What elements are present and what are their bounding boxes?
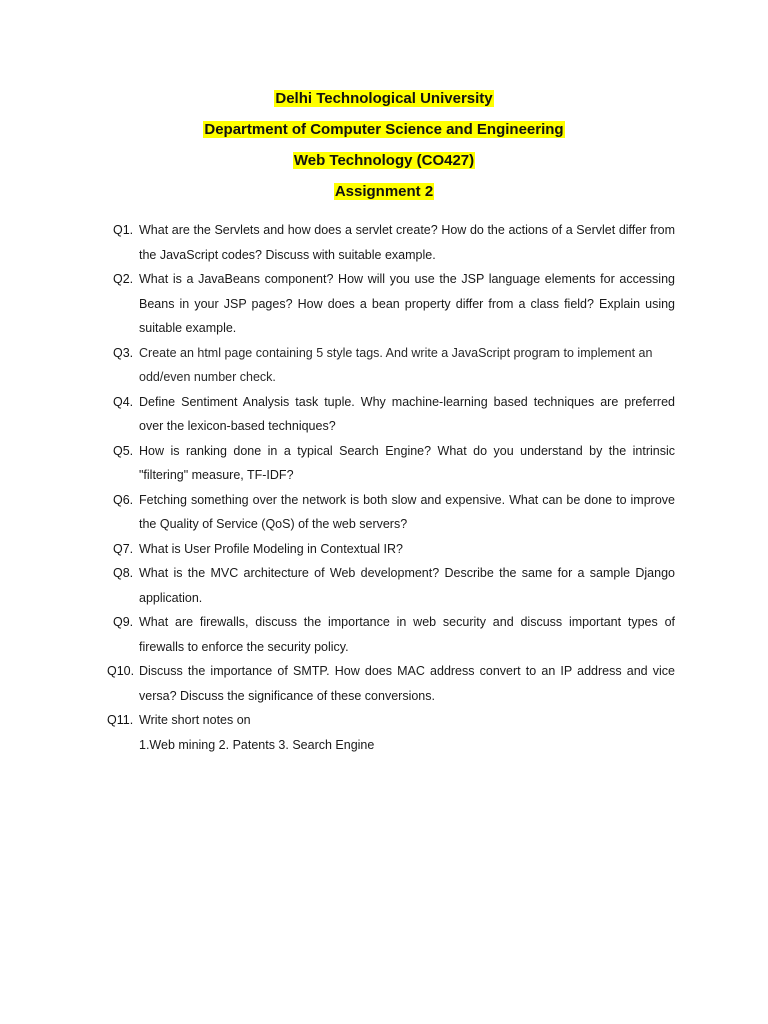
question-item bbox=[100, 659, 675, 708]
question-number: Q11. bbox=[107, 713, 134, 727]
question-subtext: 1.Web mining 2. Patents 3. Search Engine bbox=[139, 737, 375, 752]
document-header bbox=[0, 88, 768, 212]
question-text: How is ranking done in a typical Search Engine? What do you understand by the intrinsic "filtering" measure, TF-IDF? bbox=[139, 443, 675, 482]
question-number: Q4. bbox=[113, 394, 134, 409]
question-item bbox=[100, 267, 675, 341]
question-number: Q7. bbox=[113, 541, 134, 556]
question-text: What is User Profile Modeling in Contextual IR? bbox=[139, 541, 404, 556]
question-item bbox=[100, 488, 675, 537]
question-number: Q8. bbox=[113, 566, 134, 580]
assignment-title: Assignment 2 bbox=[334, 183, 434, 200]
question-item bbox=[100, 439, 675, 488]
question-text: Create an html page containing 5 style tags. And write a JavaScript program to implement an odd/even number check. bbox=[139, 345, 653, 384]
question-text: Discuss the importance of SMTP. How does MAC address convert to an IP address and vice versa? Discuss the significance of these conversions. bbox=[139, 664, 675, 703]
question-text: What are the Servlets and how does a servlet create? How do the actions of a Servlet differ from the JavaScript codes? Discuss with suitable example. bbox=[139, 223, 675, 262]
question-text: Define Sentiment Analysis task tuple. Why machine-learning based techniques are preferred over the lexicon-based techniques? bbox=[139, 394, 675, 433]
question-item bbox=[100, 218, 675, 267]
department-title: Department of Computer Science and Engineering bbox=[204, 121, 564, 138]
question-item bbox=[100, 561, 675, 610]
question-number: Q3. bbox=[113, 345, 134, 360]
question-number: Q1. bbox=[113, 223, 134, 237]
question-text: What are firewalls, discuss the importance in web security and discuss important types of firewalls to enforce the security policy. bbox=[139, 615, 675, 654]
question-number: Q10. bbox=[107, 664, 135, 678]
question-item bbox=[100, 341, 675, 390]
question-number: Q6. bbox=[113, 492, 134, 507]
question-list bbox=[100, 218, 675, 757]
question-number: Q5. bbox=[113, 443, 134, 458]
question-item bbox=[100, 537, 675, 562]
question-text-main: Write short notes on bbox=[139, 713, 251, 727]
question-text: What is a JavaBeans component? How will you use the JSP language elements for accessing Beans in your JSP pages? How does a bean property differ from a class field? Explain using suitable example. bbox=[139, 272, 675, 335]
university-title: Delhi Technological University bbox=[275, 90, 493, 107]
question-item bbox=[100, 610, 675, 659]
question-text bbox=[139, 708, 675, 757]
question-number: Q2. bbox=[113, 272, 134, 286]
question-text: What is the MVC architecture of Web development? Describe the same for a sample Django application. bbox=[139, 566, 675, 605]
course-title: Web Technology (CO427) bbox=[293, 152, 475, 169]
question-text: Fetching something over the network is both slow and expensive. What can be done to improve the Quality of Service (QoS) of the web servers? bbox=[139, 492, 675, 531]
question-item bbox=[100, 708, 675, 757]
question-item bbox=[100, 390, 675, 439]
question-number: Q9. bbox=[113, 615, 134, 629]
